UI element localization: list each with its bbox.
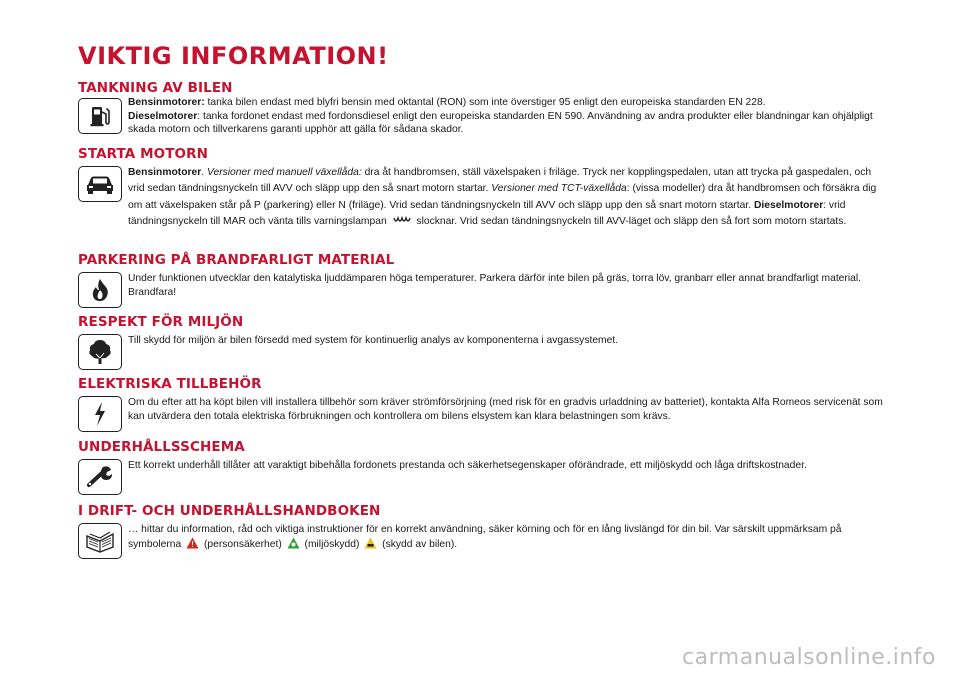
glow-plug-warning-icon [392,216,412,232]
section-text: Bensinmotorer: tanka bilen endast med blyfri bensin med oktantal (RON) som inte överstiger 95 enligt den europeiska standarden EN 228. Dieselmotorer: tanka fordonet endast med fordonsdiesel enligt den europeiska standarden EN 590. Användning av andra produkter eller blandningar kan ohjälpligt skada motorn och tillverkarens garanti upphör att gälla för sådana skador. [128,97,873,136]
section-text: Under funktionen utvecklar den katalytiska ljuddämparen höga temperaturer. Parkera därför inte bilen på gräs, torra löv, granbarr eller annat brandfarligt material. Brandfara! [128,273,861,298]
section-heading: ELEKTRISKA TILLBEHÖR [78,376,262,392]
fire-icon [78,272,122,308]
section-electrical [78,376,888,422]
section-heading: RESPEKT FÖR MILJÖN [78,314,244,330]
environment-warning-icon [287,537,300,554]
page-title: VIKTIG INFORMATION! [78,42,389,70]
section-heading: STARTA MOTORN [78,146,209,162]
section-heading: PARKERING PÅ BRANDFARLIGT MATERIAL [78,252,395,268]
personal-safety-warning-icon [186,537,199,554]
section-heading: I DRIFT- OCH UNDERHÅLLSHANDBOKEN [78,503,381,519]
section-text: Om du efter att ha köpt bilen vill installera tillbehör som kräver strömförsörjning (med risk för en gradvis urladdning av batteriet), kontakta Alfa Romeos servicenät som kan utvärdera den totala elektriska förbrukningen och kontrollera om bilens elsystem kan klara belastningen som krävs. [128,397,883,422]
section-environment [78,314,888,346]
section-text: Till skydd för miljön är bilen försedd med system för kontinuerlig analys av komponenterna i avgassystemet. [128,335,619,346]
section-start-engine [78,146,888,228]
vehicle-damage-warning-icon [364,537,377,554]
section-heading: TANKNING AV BILEN [78,80,233,96]
watermark: carmanualsonline.info [682,645,936,670]
section-text: Ett korrekt underhåll tillåter att varaktigt bibehålla fordonets prestanda och säkerhetsegenskaper oförändrade, ett miljöskydd och låga driftskostnader. [128,460,807,471]
section-heading: UNDERHÅLLSSCHEMA [78,439,245,455]
lightning-icon [78,396,122,432]
section-maintenance [78,439,888,471]
section-owners-manual [78,503,888,550]
tree-icon [78,334,122,370]
section-parking [78,252,888,298]
section-fueling [78,80,888,136]
fuel-pump-icon [78,98,122,134]
book-icon [78,523,122,559]
wrench-icon [78,459,122,495]
section-text: Bensinmotorer. Versioner med manuell växellåda: dra åt handbromsen, ställ växelspaken i friläge. Tryck ner kopplingspedalen, utan att trycka på gaspedalen, och vrid sedan tändningsnyckeln till AVV och släpp upp den så snart motorn startar. Versioner med TCT-växellåda: (vissa modeller) dra åt handbromsen och försäkra dig om att växelspaken står på P (parkering) eller N (friläge). Vrid sedan tändningsnyckeln till AVV och släpp upp den så snart motorn startar. Dieselmotorer: vrid tändningsnyckeln till MAR och vänta tills varningslampan slocknar. Vrid sedan tändningsnyckeln till AVV-läget och släpp den så fort som motorn startats. [128,165,888,233]
section-text: … hittar du information, råd och viktiga instruktioner för en korrekt användning, säker körning och för en lång livslängd för din bil. Var särskilt uppmärksam på symbolerna (personsäkerhet) (miljöskydd) (skydd av bilen). [128,523,888,553]
car-icon [78,166,122,202]
